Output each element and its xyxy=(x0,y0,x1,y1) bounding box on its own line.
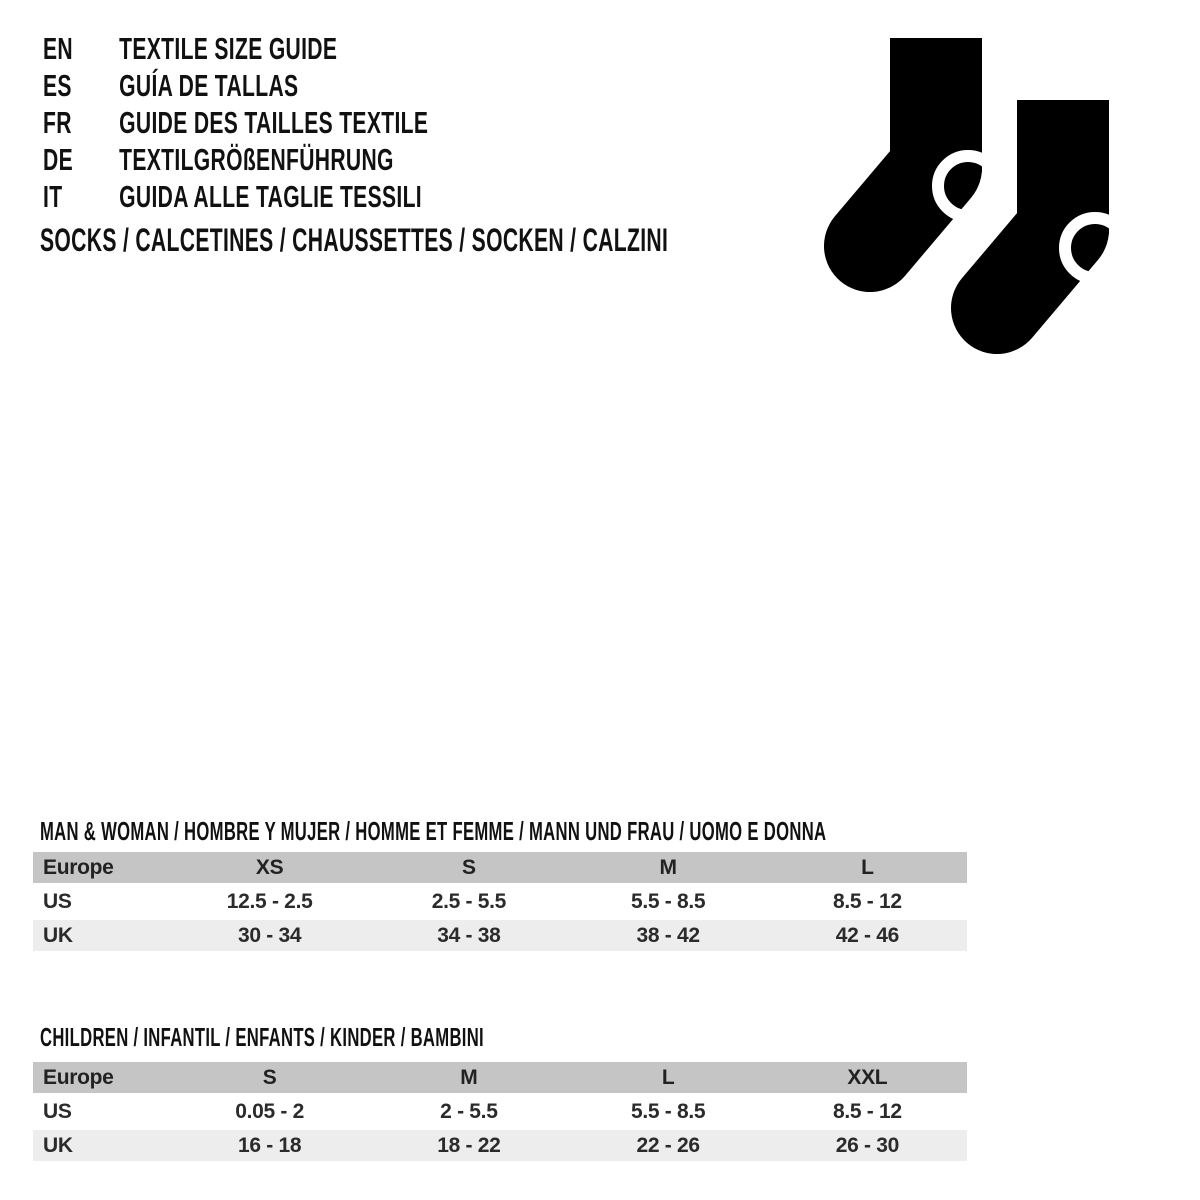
row-label: UK xyxy=(43,1133,73,1157)
language-code: DE xyxy=(43,142,73,177)
language-title-list xyxy=(43,30,428,215)
adults-table-title: MAN & WOMAN / HOMBRE Y MUJER / HOMME ET FEMME / MANN UND FRAU / UOMO E DONNA xyxy=(40,816,827,846)
size-value: 22 - 26 xyxy=(636,1133,700,1157)
sock-left-shape xyxy=(870,38,998,246)
language-title: GUIDE DES TAILLES TEXTILE xyxy=(119,105,429,140)
table-row-uk xyxy=(33,920,967,951)
row-label: US xyxy=(43,889,72,913)
row-label: UK xyxy=(43,923,73,947)
language-title: TEXTILE SIZE GUIDE xyxy=(119,31,338,66)
language-row-it xyxy=(43,178,428,215)
socks-icon xyxy=(812,28,1132,373)
header-cell-size: M xyxy=(460,1065,478,1089)
size-value: 2 - 5.5 xyxy=(440,1099,498,1123)
sock-right-shape xyxy=(997,100,1125,308)
language-row-fr xyxy=(43,104,428,141)
children-size-table xyxy=(33,1062,967,1164)
row-label: US xyxy=(43,1099,72,1123)
size-value: 38 - 42 xyxy=(636,923,700,947)
header-cell-region: Europe xyxy=(43,855,114,879)
size-value: 18 - 22 xyxy=(437,1133,501,1157)
children-table-title: CHILDREN / INFANTIL / ENFANTS / KINDER / BAMBINI xyxy=(40,1022,485,1052)
language-code: IT xyxy=(43,179,63,214)
header-cell-size: S xyxy=(262,1065,277,1089)
size-value: 42 - 46 xyxy=(835,923,900,947)
size-value: 5.5 - 8.5 xyxy=(630,889,706,913)
language-title: TEXTILGRÖßENFÜHRUNG xyxy=(119,142,394,177)
table-row-us xyxy=(33,1096,967,1127)
adults-size-table xyxy=(33,852,967,954)
header-cell-size: M xyxy=(659,855,677,879)
table-row-us xyxy=(33,886,967,917)
language-row-es xyxy=(43,67,428,104)
size-value: 30 - 34 xyxy=(237,923,302,947)
language-code: ES xyxy=(43,68,72,103)
size-value: 26 - 30 xyxy=(835,1133,900,1157)
size-value: 16 - 18 xyxy=(237,1133,302,1157)
language-title: GUIDA ALLE TAGLIE TESSILI xyxy=(119,179,423,214)
header-cell-size: XS xyxy=(255,855,284,879)
language-title: GUÍA DE TALLAS xyxy=(119,68,299,103)
size-value: 2.5 - 5.5 xyxy=(431,889,507,913)
language-code: FR xyxy=(43,105,72,140)
size-value: 12.5 - 2.5 xyxy=(226,889,313,913)
table-header-row xyxy=(33,852,967,883)
language-row-de xyxy=(43,141,428,178)
table-header-row xyxy=(33,1062,967,1093)
size-value: 5.5 - 8.5 xyxy=(630,1099,706,1123)
size-value: 0.05 - 2 xyxy=(235,1099,305,1123)
category-title: SOCKS / CALCETINES / CHAUSSETTES / SOCKEN / CALZINI xyxy=(40,222,669,258)
size-value: 34 - 38 xyxy=(437,923,501,947)
header-cell-size: XXL xyxy=(847,1065,888,1089)
size-value: 8.5 - 12 xyxy=(832,1099,902,1123)
language-row-en xyxy=(43,30,428,67)
header-cell-region: Europe xyxy=(43,1065,114,1089)
table-row-uk xyxy=(33,1130,967,1161)
size-value: 8.5 - 12 xyxy=(832,889,902,913)
header-cell-size: L xyxy=(661,1065,675,1089)
language-code: EN xyxy=(43,31,73,66)
header-cell-size: L xyxy=(861,855,874,879)
header-cell-size: S xyxy=(462,855,476,879)
